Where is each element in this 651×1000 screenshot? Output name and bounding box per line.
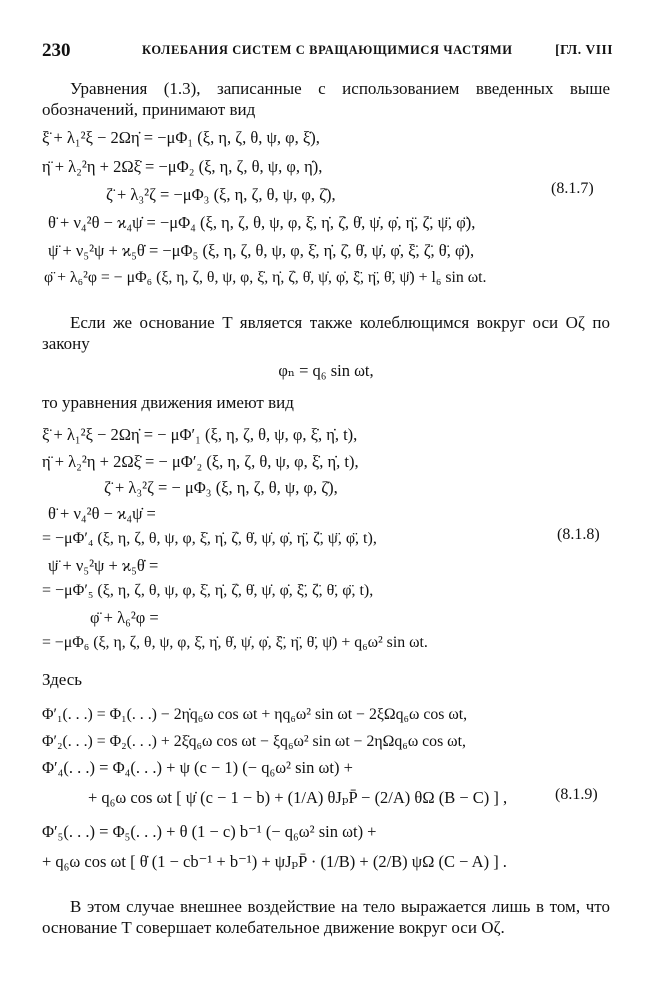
equation-line: = −μΦ′₄ (ξ, η, ζ, θ, ψ, φ, ξ̇, η̇, ζ̇, θ̇, ψ̇, φ̇, η̈, ζ̈, ψ̈, φ̈, t), xyxy=(42,530,377,547)
equation-line: θ̈ + ν₄²θ − ϰ₄ψ̇ = xyxy=(48,504,156,523)
equation-line: + q₆ω cos ωt [ θ̇ (1 − cb⁻¹ + b⁻¹) + ψJₚP̄ · (1/B) + (2/B) ψΩ (C − A) ] . xyxy=(42,852,507,871)
paragraph-3: то уравнения движения имеют вид xyxy=(42,393,294,412)
equation-line: η̈ + λ₂²η + 2Ωξ̇ = −μΦ₂ (ξ, η, ζ, θ, ψ, φ, η̇), xyxy=(42,157,323,176)
equation-line: Φ′₄(. . .) = Φ₄(. . .) + ψ (c − 1) (− q₆ω² sin ωt) + xyxy=(42,758,353,777)
equation-line: ψ̈ + ν₅²ψ + ϰ₅θ̇ = xyxy=(48,556,159,575)
page-header xyxy=(42,40,613,62)
equation-line: ξ̈ + λ₁²ξ − 2Ωη̇ = − μΦ′₁ (ξ, η, ζ, θ, ψ, φ, ξ̇, η̇, t), xyxy=(42,425,358,444)
equation-line: η̈ + λ₂²η + 2Ωξ̇ = − μΦ′₂ (ξ, η, ζ, θ, ψ, φ, ξ̇, η̇, t), xyxy=(42,452,359,471)
equation-line: Φ′₂(. . .) = Φ₂(. . .) + 2ξ̇q₆ω cos ωt − ξq₆ω² sin ωt − 2ηΩq₆ω cos ωt, xyxy=(42,733,466,750)
page-number: 230 xyxy=(42,40,71,61)
intro-paragraph: Уравнения (1.3), записанные с использованием введенных выше обозначений, принимают вид xyxy=(42,79,610,119)
here-word: Здесь xyxy=(42,670,83,689)
paragraph-2: Если же основание T является также колеблющимся вокруг оси Oζ по закону xyxy=(42,313,610,353)
equation-line: φ̈ + λ₆²φ = − μΦ₆ (ξ, η, ζ, θ, ψ, φ, ξ̇, η̇, ζ̇, θ̇, ψ̇, φ̇, ξ̈, η̈, θ̈, ψ̈) + l₆ sin ωt. xyxy=(44,269,487,286)
equation-line: Φ′₅(. . .) = Φ₅(. . .) + θ (1 − c) b⁻¹ (− q₆ω² sin ωt) + xyxy=(42,822,377,841)
equation-line: + q₆ω cos ωt [ ψ̇ (c − 1 − b) + (1/A) θJₚP̄ − (2/A) θΩ (B − C) ] , xyxy=(88,788,508,807)
equation-tag: (8.1.8) xyxy=(557,526,600,543)
chapter-marker: [ГЛ. VIII xyxy=(555,42,613,57)
law-equation: φₙ = q₆ sin ωt, xyxy=(278,361,374,380)
running-title: КОЛЕБАНИЯ СИСТЕМ С ВРАЩАЮЩИМИСЯ ЧАСТЯМИ xyxy=(142,43,513,57)
equation-line: ζ̈ + λ₃²ζ = −μΦ₃ (ξ, η, ζ, θ, ψ, φ, ζ̇), xyxy=(106,185,336,204)
equation-line: θ̈ + ν₄²θ − ϰ₄ψ̇ = −μΦ₄ (ξ, η, ζ, θ, ψ, φ, ξ̇, η̇, ζ̇, θ̇, ψ̇, φ̇, η̈, ζ̈, ψ̈, φ̈), xyxy=(48,213,476,232)
equation-line: ψ̈ + ν₅²ψ + ϰ₅θ̇ = −μΦ₅ (ξ, η, ζ, θ, ψ, φ, ξ̇, η̇, ζ̇, θ̇, ψ̇, φ̇, ξ̈, ζ̈, θ̈, φ̈), xyxy=(48,241,475,260)
equation-line: ζ̈ + λ₃²ζ = − μΦ₃ (ξ, η, ζ, θ, ψ, φ, ζ̇), xyxy=(104,478,338,497)
equation-line: Φ′₁(. . .) = Φ₁(. . .) − 2η̇q₆ω cos ωt + ηq₆ω² sin ωt − 2ξΩq₆ω cos ωt, xyxy=(42,706,468,723)
equation-tag: (8.1.9) xyxy=(555,786,598,803)
equation-line: ξ̈ + λ₁²ξ − 2Ωη̇ = −μΦ₁ (ξ, η, ζ, θ, ψ, φ, ξ̇), xyxy=(42,128,320,147)
equation-tag: (8.1.7) xyxy=(551,180,594,197)
equation-line: φ̈ + λ₆²φ = xyxy=(90,608,159,627)
equation-line: = −μΦ′₅ (ξ, η, ζ, θ, ψ, φ, ξ̇, η̇, ζ̇, θ̇, ψ̇, φ̇, ξ̈, ζ̈, θ̈, φ̈, t), xyxy=(42,582,374,599)
closing-paragraph: В этом случае внешнее воздействие на тело выражается лишь в том, что основание T совершает колебательное движение вокруг оси Oζ. xyxy=(42,897,610,937)
equation-line: = −μΦ₆ (ξ, η, ζ, θ, ψ, φ, ξ̇, η̇, θ̇, ψ̇, φ̇, ξ̈, η̈, θ̈, ψ̈) + q₆ω² sin ωt. xyxy=(42,634,428,651)
